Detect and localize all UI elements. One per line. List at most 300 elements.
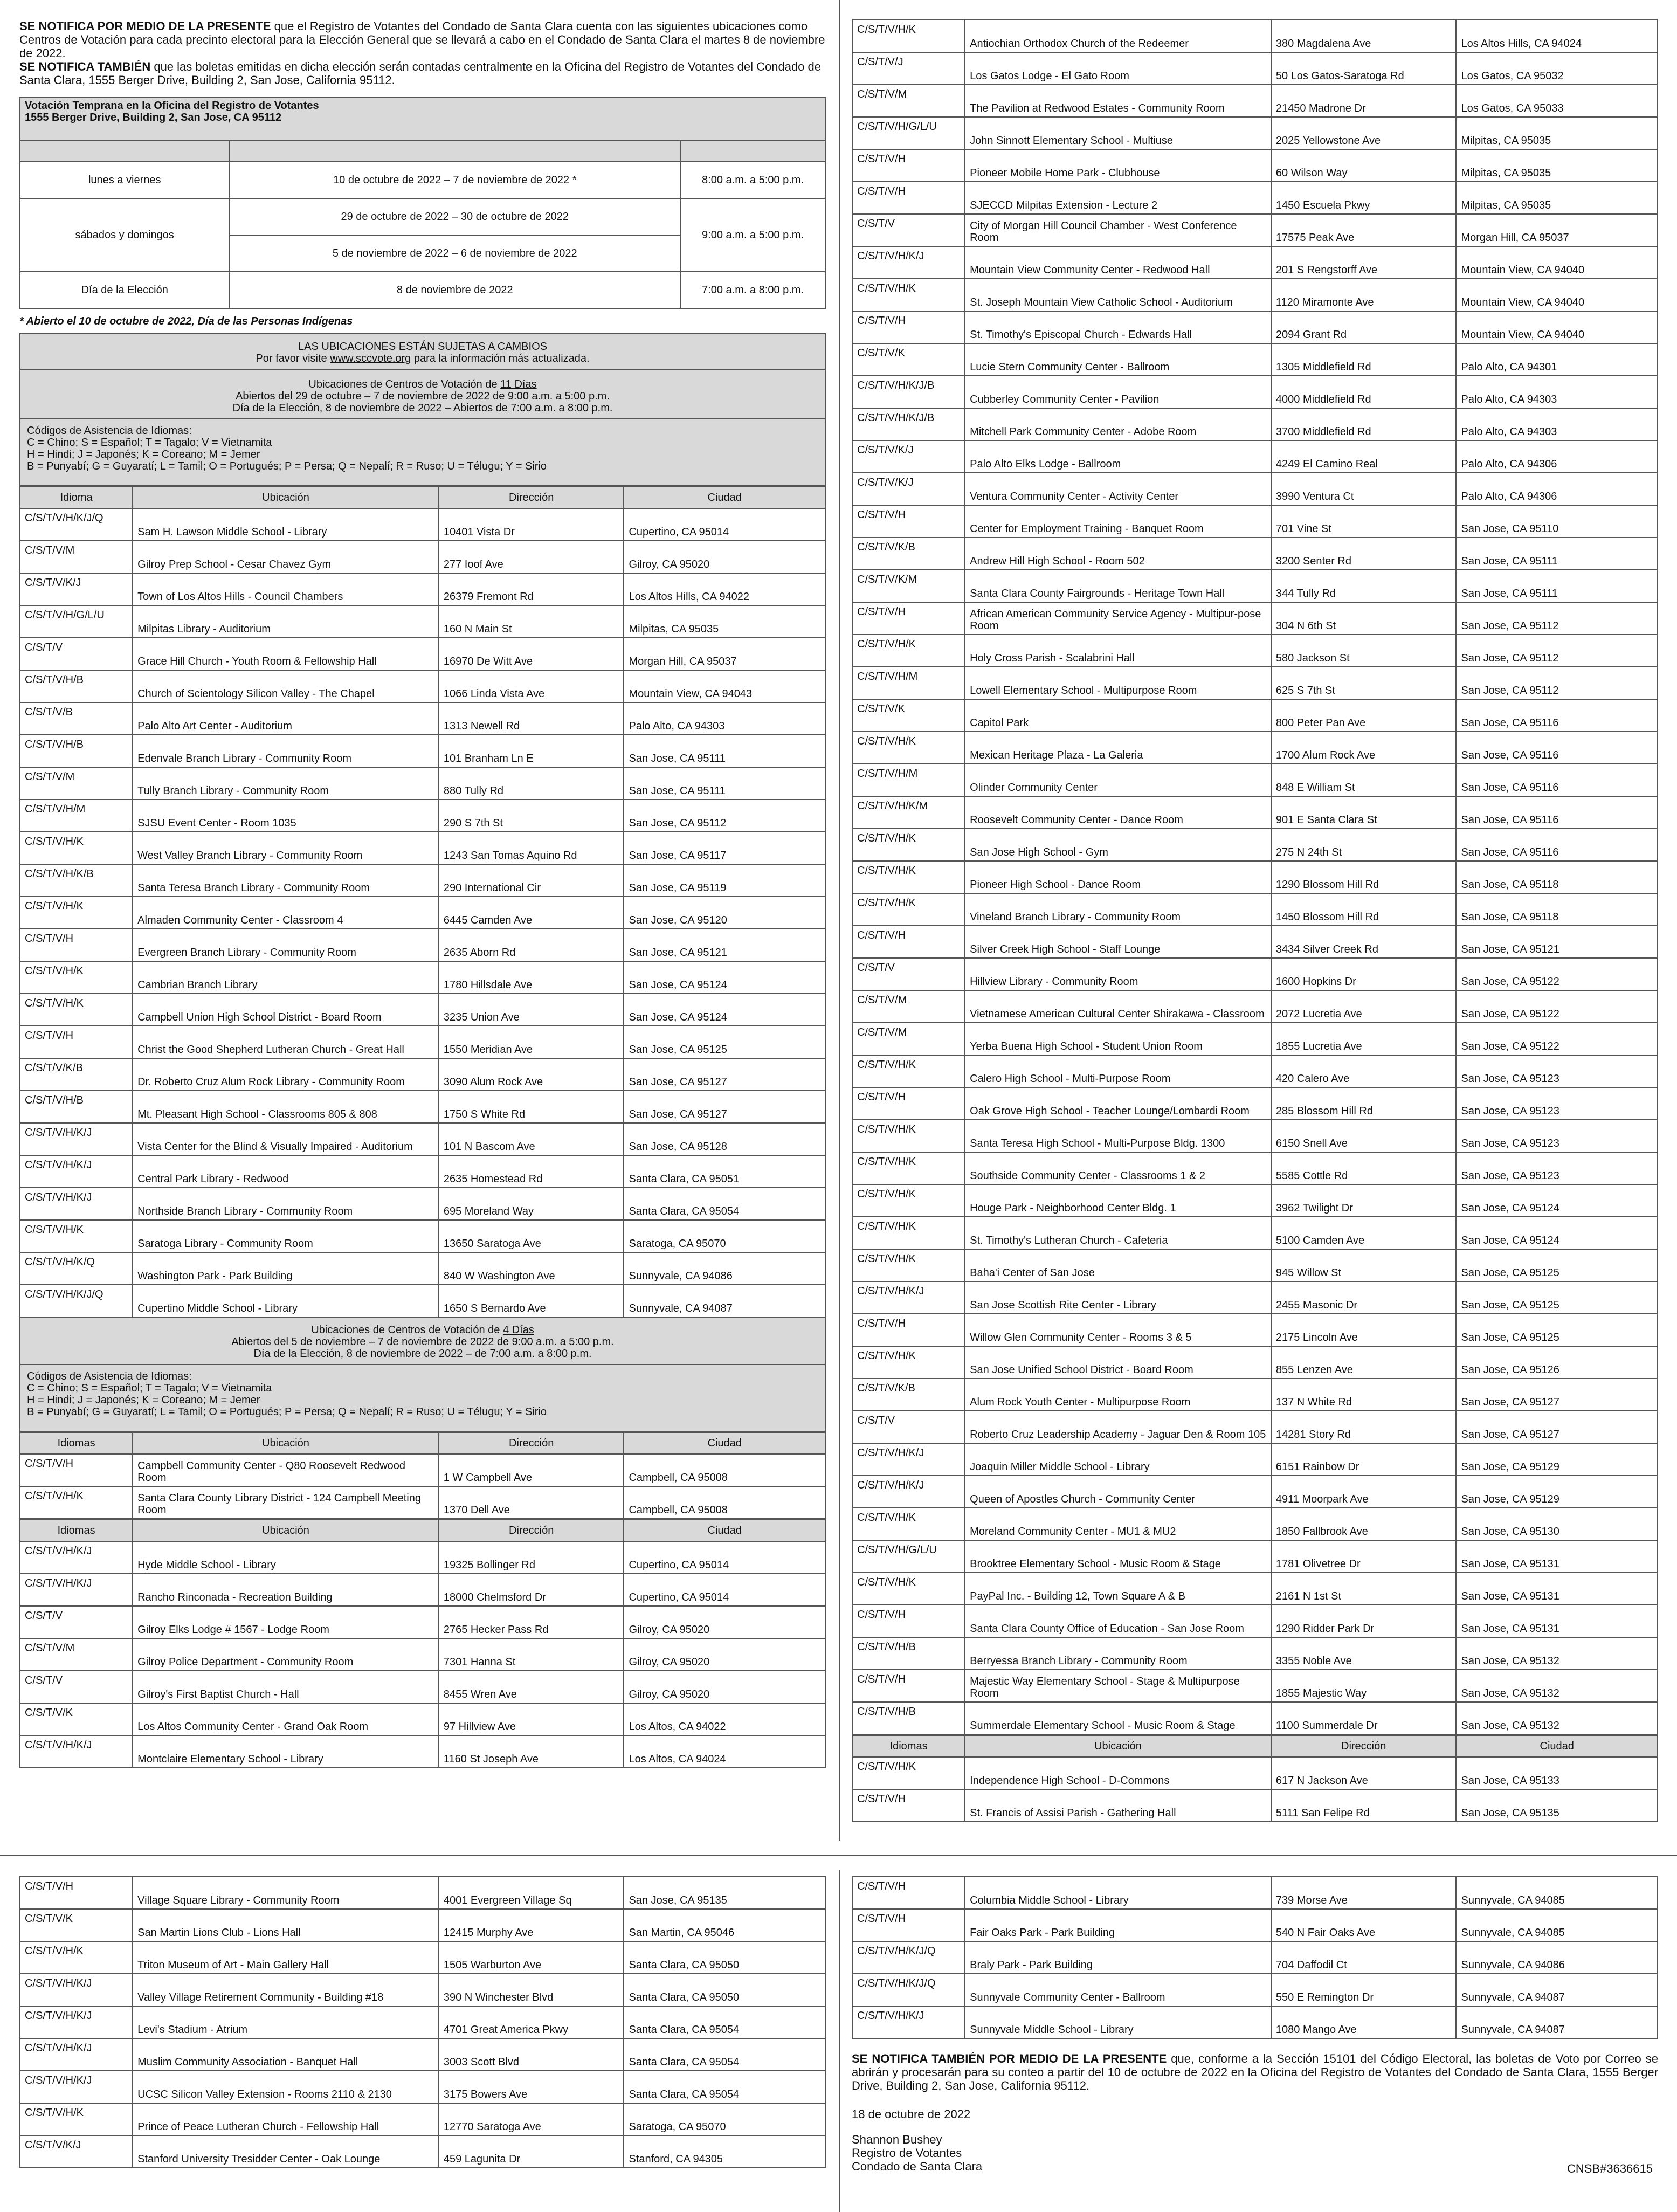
row-location: PayPal Inc. - Building 12, Town Square A & B <box>965 1573 1271 1605</box>
table-row <box>20 1252 825 1285</box>
row-location: Olinder Community Center <box>965 764 1271 796</box>
table-row <box>852 764 1658 796</box>
row-city: Palo Alto, CA 94306 <box>1456 440 1658 473</box>
row-languages: C/S/T/V/H/K/J/B <box>852 408 965 440</box>
row-city: Cupertino, CA 95014 <box>624 1541 825 1574</box>
row-city: Mountain View, CA 94040 <box>1456 311 1658 343</box>
row-city: San Jose, CA 95123 <box>1456 1152 1658 1184</box>
row-languages: C/S/T/V/K/J <box>20 2135 133 2168</box>
early-address: 1555 Berger Drive, Building 2, San Jose, CA 95112 <box>25 112 282 123</box>
row-location: Southside Community Center - Classrooms 1 & 2 <box>965 1152 1271 1184</box>
table-row <box>852 473 1658 505</box>
row-city: San Jose, CA 95122 <box>1456 990 1658 1023</box>
table-row <box>852 667 1658 699</box>
row-address: 344 Tully Rd <box>1271 570 1457 602</box>
table-row <box>852 1184 1658 1217</box>
table-row <box>20 2103 825 2135</box>
table-row <box>852 52 1658 85</box>
table-row <box>852 311 1658 343</box>
row-address: 60 Wilson Way <box>1271 149 1457 182</box>
row-address: 901 E Santa Clara St <box>1271 796 1457 829</box>
row-address: 7301 Hanna St <box>439 1638 624 1671</box>
table-row <box>852 343 1658 376</box>
row-city: Saratoga, CA 95070 <box>624 2103 825 2135</box>
column-divider-bottom <box>839 1870 840 2212</box>
row-location: Triton Museum of Art - Main Gallery Hall <box>133 1941 439 1974</box>
row-languages: C/S/T/V/H/K/J <box>20 1574 133 1606</box>
row-languages: C/S/T/V/H/K <box>852 829 965 861</box>
row-location: Alum Rock Youth Center - Multipurpose Room <box>965 1379 1271 1411</box>
row-location: Edenvale Branch Library - Community Room <box>133 735 439 767</box>
row-city: San Jose, CA 95116 <box>1456 796 1658 829</box>
row-languages: C/S/T/V/H <box>20 1877 133 1909</box>
row-languages: C/S/T/V/H <box>20 1454 133 1486</box>
row-languages: C/S/T/V/K <box>20 1703 133 1735</box>
row-address: 2094 Grant Rd <box>1271 311 1457 343</box>
row-location: Columbia Middle School - Library <box>965 1877 1271 1909</box>
row-location: Santa Clara County Fairgrounds - Heritage Town Hall <box>965 570 1271 602</box>
row-location: Vista Center for the Blind & Visually Impaired - Auditorium <box>133 1123 439 1155</box>
early-voting-table: Votación Temprana en la Oficina del Registro de Votantes 1555 Berger Drive, Building 2, San Jose, CA 95112 lunes a viernes 10 de octubre de 2022 – 7 de noviembre de 2022 * 8:00 a.m. a 5:00 p.m. sábados y domingos 29 de octubre de 2022 – 30 de octubre de 2022 9:00 a.m. a 5:00 p.m. 5 de noviembre de 2022 – 6 de noviembre de 2022 Día de la Elección 8 de noviembre de 2022 7:00 a.m. a 8:00 p.m. <box>19 97 826 309</box>
row-location: Calero High School - Multi-Purpose Room <box>965 1055 1271 1087</box>
table-row <box>852 1152 1658 1184</box>
table-row <box>852 926 1658 958</box>
row-location: African American Community Service Agency - Multipur-pose Room <box>965 602 1271 635</box>
table-row <box>20 1541 825 1574</box>
table-row <box>852 1540 1658 1573</box>
table-row <box>852 1055 1658 1087</box>
row-city: San Jose, CA 95116 <box>1456 829 1658 861</box>
table-row <box>852 1249 1658 1281</box>
row-location: Pioneer High School - Dance Room <box>965 861 1271 893</box>
row-city: Santa Clara, CA 95050 <box>624 1974 825 2006</box>
table-row <box>20 864 825 897</box>
table-row <box>20 1220 825 1252</box>
row-location: Washington Park - Park Building <box>133 1252 439 1285</box>
row-address: 3235 Union Ave <box>439 994 624 1026</box>
row-location: Willow Glen Community Center - Rooms 3 & 5 <box>965 1314 1271 1346</box>
row-address: 18000 Chelmsford Dr <box>439 1574 624 1606</box>
row-languages: C/S/T/V/H <box>852 926 965 958</box>
row-address: 3003 Scott Blvd <box>439 2038 624 2071</box>
row-location: Campbell Union High School District - Board Room <box>133 994 439 1026</box>
table-row <box>20 897 825 929</box>
row-address: 277 Ioof Ave <box>439 541 624 573</box>
row-city: Los Gatos, CA 95033 <box>1456 85 1658 117</box>
row-city: Santa Clara, CA 95051 <box>624 1155 825 1188</box>
left-column <box>19 19 826 1768</box>
vc11-header: Ubicaciones de Centros de Votación de 11 Días Abiertos del 29 de octubre – 7 de noviembre de 2022 de 9:00 a.m. a 5:00 p.m. Día de la Elección, 8 de noviembre de 2022 – Abiertos de 7:00 a.m. a 8:00 p.m. <box>19 370 826 419</box>
row-location: Silver Creek High School - Staff Lounge <box>965 926 1271 958</box>
table-row <box>20 638 825 670</box>
row-address: 945 Willow St <box>1271 1249 1457 1281</box>
row-address: 5585 Cottle Rd <box>1271 1152 1457 1184</box>
row-city: San Jose, CA 95112 <box>1456 667 1658 699</box>
row-city: San Jose, CA 95132 <box>1456 1637 1658 1670</box>
row-location: Montclaire Elementary School - Library <box>133 1735 439 1768</box>
row-city: San Jose, CA 95116 <box>1456 764 1658 796</box>
row-address: 3090 Alum Rock Ave <box>439 1058 624 1091</box>
row-city: Gilroy, CA 95020 <box>624 541 825 573</box>
row-languages: C/S/T/V/M <box>20 1638 133 1671</box>
row-languages: C/S/T/V/H/B <box>20 670 133 702</box>
row-address: 625 S 7th St <box>1271 667 1457 699</box>
row-city: Los Altos Hills, CA 94022 <box>624 573 825 605</box>
vc4-table-a: Idiomas Ubicación Dirección Ciudad C/S/T/V/H Campbell Community Center - Q80 Roosevelt Redwood Room 1 W Campbell Ave Campbell, CA 95008 C/S/T/V/H/K Santa Clara County Library District - 124 Campbell Meeting Room 1370 Dell Ave Campbell, CA 95008 <box>19 1432 826 1519</box>
row-languages: C/S/T/V/H <box>852 1087 965 1120</box>
row-city: San Jose, CA 95111 <box>624 767 825 800</box>
row-city: San Jose, CA 95121 <box>1456 926 1658 958</box>
row-location: Sunnyvale Community Center - Ballroom <box>965 1974 1271 2006</box>
column-divider-top <box>839 0 840 1841</box>
row-languages: C/S/T/V/H <box>852 149 965 182</box>
row-city: San Jose, CA 95118 <box>1456 861 1658 893</box>
row-location: Center for Employment Training - Banquet Room <box>965 505 1271 538</box>
row-location: Lowell Elementary School - Multipurpose Room <box>965 667 1271 699</box>
bottom-right-column <box>852 1876 1658 2173</box>
row-address: 880 Tully Rd <box>439 767 624 800</box>
table-row <box>20 1671 825 1703</box>
row-city: Los Altos Hills, CA 94024 <box>1456 20 1658 52</box>
table-row <box>20 1638 825 1671</box>
row-city: San Jose, CA 95116 <box>1456 732 1658 764</box>
vc4-table-b: Idiomas Ubicación Dirección Ciudad C/S/T/V/H/K/J Hyde Middle School - Library 19325 Bollinger Rd Cupertino, CA 95014 C/S/T/V/H/K/J Rancho Rinconada - Recreation Building 18000 Chelmsford Dr Cupertino, CA 95014 C/S/T/V Gilroy Elks Lodge # 1567 - Lodge Room 2765 Hecker Pass Rd Gilroy, CA 95020 C/S/T/V/M Gilroy Police Department - Community Room 7301 Hanna St Gilroy, CA 95020 C/S/T/V Gilroy's First Baptist Church - Hall 8455 Wren Ave Gilroy, CA 95020 C/S/T/V/K Los Altos Community Center - Grand Oak Room 97 Hillview Ave Los Altos, CA 94022 C/S/T/V/H/K/J Montclaire Elementary School - Library 1160 St Joseph Ave Los Altos, CA 94024 <box>19 1519 826 1768</box>
row-location: Queen of Apostles Church - Community Center <box>965 1476 1271 1508</box>
row-city: Sunnyvale, CA 94086 <box>1456 1941 1658 1974</box>
row-languages: C/S/T/V/H/K/J <box>852 2006 965 2038</box>
row-languages: C/S/T/V/H/K <box>852 20 965 52</box>
table-row <box>852 699 1658 732</box>
changes-notice: LAS UBICACIONES ESTÁN SUJETAS A CAMBIOS Por favor visite www.sccvote.org para la información más actualizada. <box>19 333 826 370</box>
row-languages: C/S/T/V/H/K/J <box>852 1281 965 1314</box>
table-row <box>852 1281 1658 1314</box>
table-row <box>852 1757 1658 1789</box>
row-languages: C/S/T/V/H/B <box>20 735 133 767</box>
row-location: Hillview Library - Community Room <box>965 958 1271 990</box>
row-city: Sunnyvale, CA 94087 <box>1456 2006 1658 2038</box>
row-city: San Jose, CA 95124 <box>624 961 825 994</box>
right-column <box>852 19 1658 1822</box>
row-languages: C/S/T/V/H <box>852 602 965 635</box>
row-location: The Pavilion at Redwood Estates - Community Room <box>965 85 1271 117</box>
row-city: San Jose, CA 95110 <box>1456 505 1658 538</box>
row-city: San Jose, CA 95119 <box>624 864 825 897</box>
row-address: 1855 Majestic Way <box>1271 1670 1457 1702</box>
vc4-table-f <box>852 1876 1658 2039</box>
row-city: San Martin, CA 95046 <box>624 1909 825 1941</box>
row-location: Milpitas Library - Auditorium <box>133 605 439 638</box>
row-address: 6445 Camden Ave <box>439 897 624 929</box>
row-location: Ventura Community Center - Activity Center <box>965 473 1271 505</box>
table-row <box>20 2071 825 2103</box>
row-languages: C/S/T/V/H/K/J <box>852 246 965 279</box>
row-address: 840 W Washington Ave <box>439 1252 624 1285</box>
row-location: Mexican Heritage Plaza - La Galeria <box>965 732 1271 764</box>
table-row <box>20 605 825 638</box>
row-address: 8455 Wren Ave <box>439 1671 624 1703</box>
row-languages: C/S/T/V/H <box>852 1605 965 1637</box>
table-row <box>20 2038 825 2071</box>
row-location: Prince of Peace Lutheran Church - Fellowship Hall <box>133 2103 439 2135</box>
row-location: Lucie Stern Community Center - Ballroom <box>965 343 1271 376</box>
row-languages: C/S/T/V/H <box>852 1877 965 1909</box>
row-languages: C/S/T/V/H/B <box>852 1702 965 1734</box>
row-languages: C/S/T/V/H <box>852 311 965 343</box>
row-city: Campbell, CA 95008 <box>624 1454 825 1486</box>
row-address: 3962 Twilight Dr <box>1271 1184 1457 1217</box>
row-city: San Jose, CA 95129 <box>1456 1476 1658 1508</box>
row-city: San Jose, CA 95123 <box>1456 1120 1658 1152</box>
row-address: 3175 Bowers Ave <box>439 2071 624 2103</box>
row-languages: C/S/T/V/H/K/Q <box>20 1252 133 1285</box>
row-address: 290 International Cir <box>439 864 624 897</box>
row-languages: C/S/T/V/H/G/L/U <box>852 1540 965 1573</box>
row-languages: C/S/T/V/K <box>852 699 965 732</box>
table-row <box>852 1023 1658 1055</box>
row-location: Mt. Pleasant High School - Classrooms 805 & 808 <box>133 1091 439 1123</box>
row-languages: C/S/T/V/K/M <box>852 570 965 602</box>
row-address: 1370 Dell Ave <box>439 1486 624 1519</box>
row-address: 855 Lenzen Ave <box>1271 1346 1457 1379</box>
row-location: Holy Cross Parish - Scalabrini Hall <box>965 635 1271 667</box>
row-city: San Jose, CA 95125 <box>624 1026 825 1058</box>
row-location: Almaden Community Center - Classroom 4 <box>133 897 439 929</box>
row-city: Morgan Hill, CA 95037 <box>1456 214 1658 246</box>
row-address: 701 Vine St <box>1271 505 1457 538</box>
row-languages: C/S/T/V/K/B <box>852 1379 965 1411</box>
row-address: 201 S Rengstorff Ave <box>1271 246 1457 279</box>
row-address: 1160 St Joseph Ave <box>439 1735 624 1768</box>
row-city: San Jose, CA 95116 <box>1456 699 1658 732</box>
row-city: San Jose, CA 95131 <box>1456 1573 1658 1605</box>
table-row <box>852 1508 1658 1540</box>
row-location: Cubberley Community Center - Pavilion <box>965 376 1271 408</box>
row-location: Capitol Park <box>965 699 1271 732</box>
row-languages: C/S/T/V/H/K <box>852 1152 965 1184</box>
table-row <box>852 1217 1658 1249</box>
row-location: Majestic Way Elementary School - Stage & Multipurpose Room <box>965 1670 1271 1702</box>
table-row <box>852 376 1658 408</box>
row-city: San Jose, CA 95133 <box>1456 1757 1658 1789</box>
row-location: Oak Grove High School - Teacher Lounge/Lombardi Room <box>965 1087 1271 1120</box>
row-languages: C/S/T/V/M <box>852 85 965 117</box>
table-row <box>20 1909 825 1941</box>
row-city: Gilroy, CA 95020 <box>624 1606 825 1638</box>
row-location: Hyde Middle School - Library <box>133 1541 439 1574</box>
registrar-role: Registro de Votantes <box>852 2146 962 2160</box>
vc4-table-d: Idiomas Ubicación Dirección Ciudad C/S/T/V/H/K Independence High School - D-Commons 617 N Jackson Ave San Jose, CA 95133 C/S/T/V/H St. Francis of Assisi Parish - Gathering Hall 5111 San Felipe Rd San Jose, CA 95135 <box>852 1735 1658 1822</box>
row-address: 1700 Alum Rock Ave <box>1271 732 1457 764</box>
row-city: Sunnyvale, CA 94085 <box>1456 1877 1658 1909</box>
table-row <box>20 1188 825 1220</box>
row-address: 2455 Masonic Dr <box>1271 1281 1457 1314</box>
row-city: Milpitas, CA 95035 <box>1456 117 1658 149</box>
row-address: 3200 Senter Rd <box>1271 538 1457 570</box>
row-city: Palo Alto, CA 94303 <box>624 702 825 735</box>
row-location: Brooktree Elementary School - Music Room & Stage <box>965 1540 1271 1573</box>
row-address: 26379 Fremont Rd <box>439 573 624 605</box>
row-location: Santa Teresa High School - Multi-Purpose Bldg. 1300 <box>965 1120 1271 1152</box>
row-languages: C/S/T/V/K/J <box>852 473 965 505</box>
row-address: 137 N White Rd <box>1271 1379 1457 1411</box>
row-address: 304 N 6th St <box>1271 602 1457 635</box>
row-location: West Valley Branch Library - Community Room <box>133 832 439 864</box>
table-row <box>20 702 825 735</box>
table-row <box>852 20 1658 52</box>
row-languages: C/S/T/V/H/K <box>852 279 965 311</box>
row-city: Gilroy, CA 95020 <box>624 1638 825 1671</box>
table-row <box>852 1974 1658 2006</box>
sccvote-link[interactable]: www.sccvote.org <box>330 353 411 364</box>
row-address: 2635 Aborn Rd <box>439 929 624 961</box>
table-row <box>852 1637 1658 1670</box>
row-city: Milpitas, CA 95035 <box>624 605 825 638</box>
table-row <box>852 635 1658 667</box>
bottom-left-column <box>19 1876 826 2168</box>
row-address: 2635 Homestead Rd <box>439 1155 624 1188</box>
row-location: Roosevelt Community Center - Dance Room <box>965 796 1271 829</box>
row-city: San Jose, CA 95111 <box>1456 570 1658 602</box>
row-address: 580 Jackson St <box>1271 635 1457 667</box>
row-address: 2025 Yellowstone Ave <box>1271 117 1457 149</box>
registrar-name: Shannon Bushey <box>852 2133 942 2146</box>
row-address: 617 N Jackson Ave <box>1271 1757 1457 1789</box>
row-city: Santa Clara, CA 95054 <box>624 1188 825 1220</box>
row-languages: C/S/T/V <box>852 1411 965 1443</box>
row-address: 5100 Camden Ave <box>1271 1217 1457 1249</box>
table-row <box>20 961 825 994</box>
row-address: 550 E Remington Dr <box>1271 1974 1457 2006</box>
row-location: UCSC Silicon Valley Extension - Rooms 2110 & 2130 <box>133 2071 439 2103</box>
row-address: 540 N Fair Oaks Ave <box>1271 1909 1457 1941</box>
table-row <box>852 1573 1658 1605</box>
row-languages: C/S/T/V/H/K <box>20 1486 133 1519</box>
row-address: 101 Branham Ln E <box>439 735 624 767</box>
table-row <box>20 1026 825 1058</box>
row-location: Muslim Community Association - Banquet Hall <box>133 2038 439 2071</box>
row-location: Santa Clara County Library District - 124 Campbell Meeting Room <box>133 1486 439 1519</box>
row-city: San Jose, CA 95122 <box>1456 1023 1658 1055</box>
row-address: 1120 Miramonte Ave <box>1271 279 1457 311</box>
row-address: 12415 Murphy Ave <box>439 1909 624 1941</box>
row-languages: C/S/T/V/H <box>20 1026 133 1058</box>
row-city: Cupertino, CA 95014 <box>624 1574 825 1606</box>
row-city: San Jose, CA 95127 <box>624 1058 825 1091</box>
row-location: Northside Branch Library - Community Room <box>133 1188 439 1220</box>
row-city: San Jose, CA 95123 <box>1456 1055 1658 1087</box>
row-address: 420 Calero Ave <box>1271 1055 1457 1087</box>
row-languages: C/S/T/V/H <box>852 182 965 214</box>
row-location: Evergreen Branch Library - Community Room <box>133 929 439 961</box>
row-address: 1 W Campbell Ave <box>439 1454 624 1486</box>
row-languages: C/S/T/V/H/K/J/B <box>852 376 965 408</box>
row-location: Stanford University Tresidder Center - Oak Lounge <box>133 2135 439 2168</box>
row-city: San Jose, CA 95112 <box>1456 635 1658 667</box>
row-location: Valley Village Retirement Community - Building #18 <box>133 1974 439 2006</box>
row-languages: C/S/T/V/H <box>852 1314 965 1346</box>
row-location: Gilroy Elks Lodge # 1567 - Lodge Room <box>133 1606 439 1638</box>
row-location: Mountain View Community Center - Redwood Hall <box>965 246 1271 279</box>
row-location: Vineland Branch Library - Community Room <box>965 893 1271 926</box>
row-address: 390 N Winchester Blvd <box>439 1974 624 2006</box>
row-address: 2175 Lincoln Ave <box>1271 1314 1457 1346</box>
row-languages: C/S/T/V <box>852 214 965 246</box>
row-languages: C/S/T/V/J <box>852 52 965 85</box>
row-city: San Jose, CA 95131 <box>1456 1540 1658 1573</box>
row-city: Sunnyvale, CA 94085 <box>1456 1909 1658 1941</box>
table-row <box>20 670 825 702</box>
row-address: 1080 Mango Ave <box>1271 2006 1457 2038</box>
row-city: San Jose, CA 95123 <box>1456 1087 1658 1120</box>
row-location: Braly Park - Park Building <box>965 1941 1271 1974</box>
row-city: Milpitas, CA 95035 <box>1456 149 1658 182</box>
table-row <box>20 1285 825 1317</box>
row-address: 4249 El Camino Real <box>1271 440 1457 473</box>
table-row <box>20 832 825 864</box>
row-location: San Martin Lions Club - Lions Hall <box>133 1909 439 1941</box>
row-address: 1781 Olivetree Dr <box>1271 1540 1457 1573</box>
row-city: Sunnyvale, CA 94087 <box>1456 1974 1658 2006</box>
row-languages: C/S/T/V/H/M <box>852 764 965 796</box>
row-location: Andrew Hill High School - Room 502 <box>965 538 1271 570</box>
row-city: Mountain View, CA 94040 <box>1456 279 1658 311</box>
row-address: 1290 Blossom Hill Rd <box>1271 861 1457 893</box>
row-location: Moreland Community Center - MU1 & MU2 <box>965 1508 1271 1540</box>
row-address: 13650 Saratoga Ave <box>439 1220 624 1252</box>
row-city: Santa Clara, CA 95054 <box>624 2038 825 2071</box>
row-city: San Jose, CA 95127 <box>1456 1379 1658 1411</box>
row-address: 4701 Great America Pkwy <box>439 2006 624 2038</box>
row-address: 1855 Lucretia Ave <box>1271 1023 1457 1055</box>
row-address: 3355 Noble Ave <box>1271 1637 1457 1670</box>
row-location: Village Square Library - Community Room <box>133 1877 439 1909</box>
row-languages: C/S/T/V/H/M <box>20 800 133 832</box>
row-languages: C/S/T/V/H/K <box>852 1217 965 1249</box>
row-languages: C/S/T/V/H/K <box>852 1757 965 1789</box>
row-languages: C/S/T/V/B <box>20 702 133 735</box>
row-languages: C/S/T/V/H/K/J <box>20 1155 133 1188</box>
table-row <box>852 958 1658 990</box>
row-city: Mountain View, CA 94043 <box>624 670 825 702</box>
table-row <box>20 1574 825 1606</box>
row-languages: C/S/T/V/H/K/J <box>20 1188 133 1220</box>
table-row <box>852 1789 1658 1822</box>
row-city: Gilroy, CA 95020 <box>624 1671 825 1703</box>
row-languages: C/S/T/V/H/G/L/U <box>20 605 133 638</box>
table-row <box>20 1058 825 1091</box>
table-row <box>852 893 1658 926</box>
row-languages: C/S/T/V <box>20 1671 133 1703</box>
row-languages: C/S/T/V/H/K/J <box>20 2071 133 2103</box>
row-location: SJECCD Milpitas Extension - Lecture 2 <box>965 182 1271 214</box>
row-city: San Jose, CA 95124 <box>1456 1217 1658 1249</box>
registrar-county: Condado de Santa Clara <box>852 2160 983 2173</box>
row-city: Los Altos, CA 94022 <box>624 1703 825 1735</box>
table-row <box>852 796 1658 829</box>
row-location: San Jose Unified School District - Board Room <box>965 1346 1271 1379</box>
row-location: Santa Clara County Office of Education - San Jose Room <box>965 1605 1271 1637</box>
table-row <box>852 1314 1658 1346</box>
language-codes: Códigos de Asistencia de Idiomas: C = Chino; S = Español; T = Tagalo; V = Vietnamita H = Hindi; J = Japonés; K = Coreano; M = Jemer B = Punyabí; G = Guyaratí; L = Tamil; O = Portugués; P = Persa; Q = Nepalí; R = Ruso; U = Télugu; Y = Sirio <box>19 419 826 486</box>
row-location: Town of Los Altos Hills - Council Chambers <box>133 573 439 605</box>
table-row <box>20 1703 825 1735</box>
table-row <box>852 214 1658 246</box>
table-row <box>20 1454 825 1486</box>
table-row <box>852 1476 1658 1508</box>
row-languages: C/S/T/V/H/K <box>852 1573 965 1605</box>
row-city: San Jose, CA 95135 <box>1456 1789 1658 1822</box>
row-city: San Jose, CA 95135 <box>624 1877 825 1909</box>
